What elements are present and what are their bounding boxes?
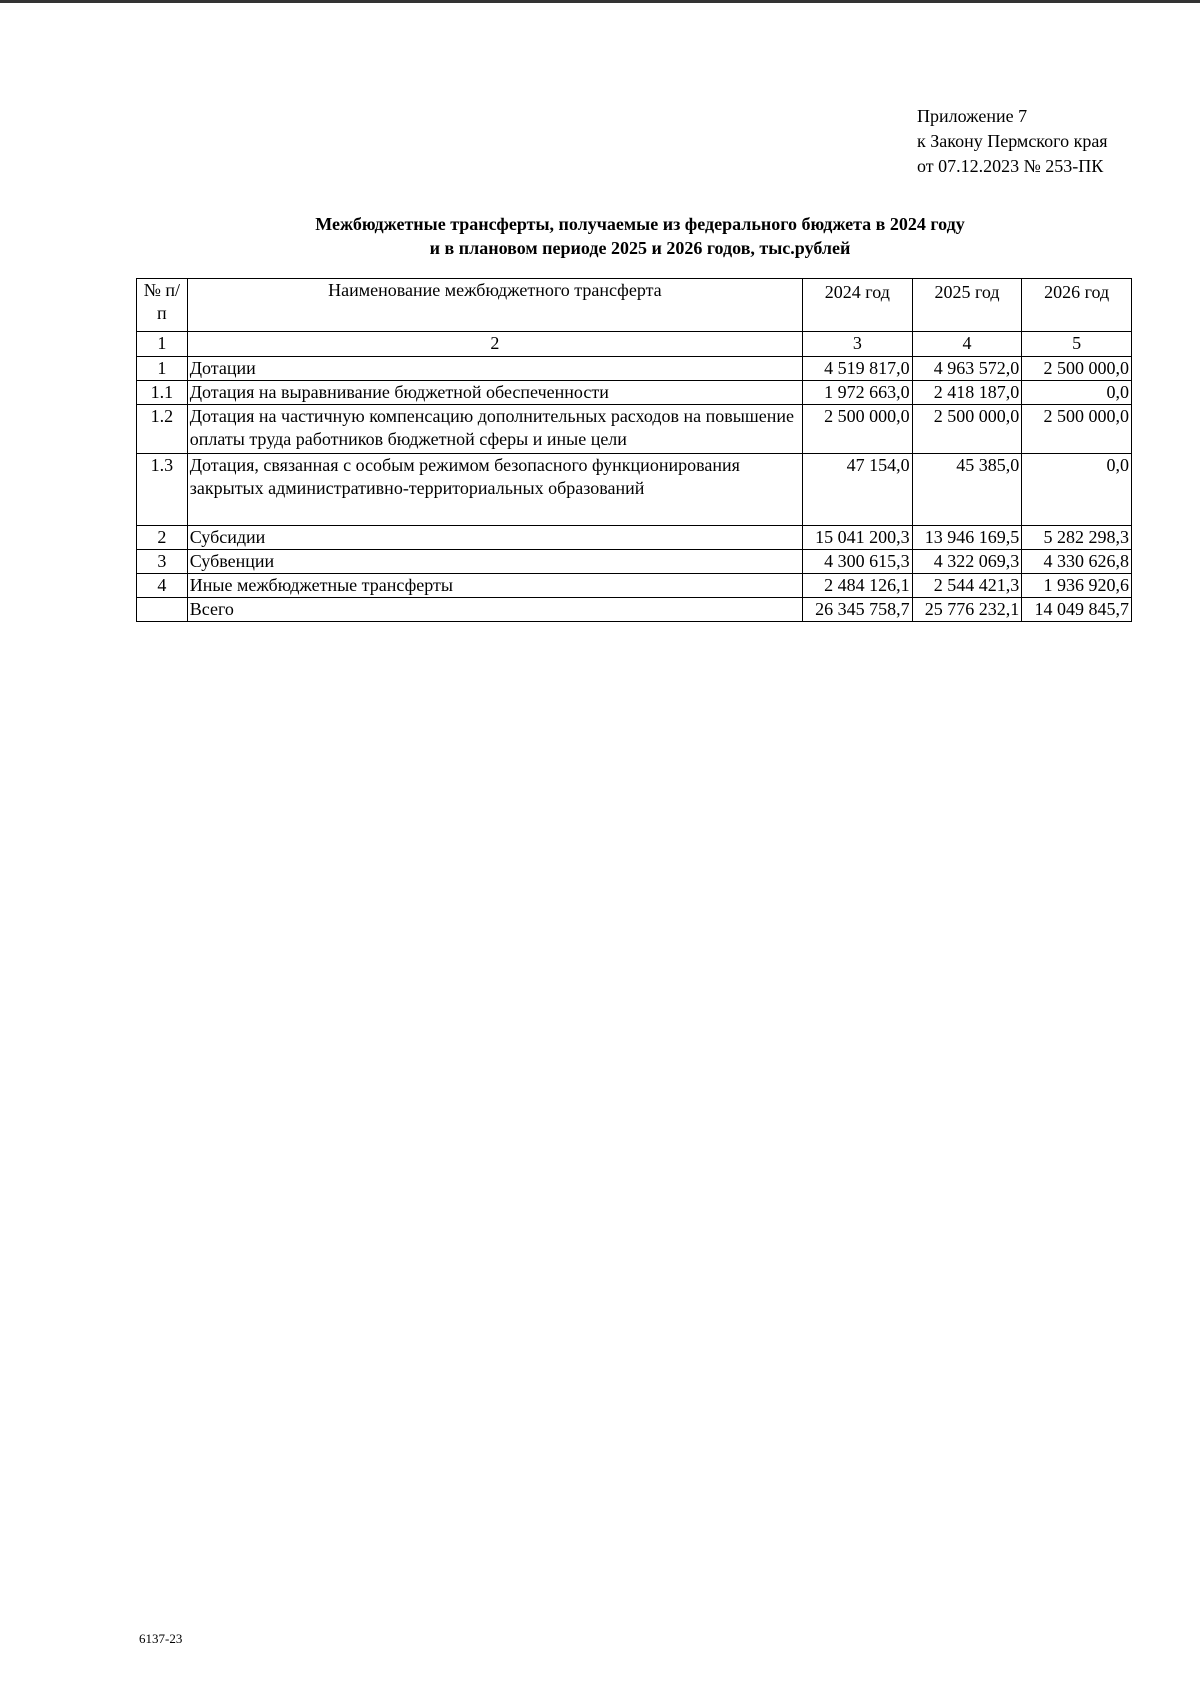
appendix-line-3: от 07.12.2023 № 253-ПК (917, 156, 1104, 176)
document-title (140, 212, 1140, 260)
table-row (137, 454, 1132, 526)
total-value-2024: 26 345 758,7 (803, 598, 913, 622)
column-index-row (137, 332, 1132, 357)
row-name: Субсидии (187, 526, 802, 550)
row-name: Дотации (187, 357, 802, 381)
total-value-2026: 14 049 845,7 (1022, 598, 1132, 622)
row-name: Дотация на частичную компенсацию дополнительных расходов на повышение оплаты труда работников бюджетной сферы и иные цели (187, 405, 802, 454)
table-row (137, 526, 1132, 550)
row-value-2026: 0,0 (1022, 454, 1132, 526)
row-value-2026: 2 500 000,0 (1022, 357, 1132, 381)
row-num: 1.3 (137, 454, 188, 526)
title-line-1: Межбюджетные трансферты, получаемые из федерального бюджета в 2024 году (315, 214, 965, 234)
header-name: Наименование межбюджетного трансферта (187, 279, 802, 332)
row-name: Дотация на выравнивание бюджетной обеспеченности (187, 381, 802, 405)
row-value-2025: 45 385,0 (912, 454, 1022, 526)
title-line-2: и в плановом периоде 2025 и 2026 годов, тыс.рублей (429, 238, 851, 258)
table-row (137, 405, 1132, 454)
row-value-2024: 4 519 817,0 (803, 357, 913, 381)
row-value-2026: 4 330 626,8 (1022, 550, 1132, 574)
row-name: Всего (187, 598, 802, 622)
row-value-2024: 2 500 000,0 (803, 405, 913, 454)
row-num (137, 598, 188, 622)
table-row (137, 550, 1132, 574)
table-header-row (137, 279, 1132, 332)
table-total-row (137, 598, 1132, 622)
row-value-2026: 2 500 000,0 (1022, 405, 1132, 454)
header-2026: 2026 год (1022, 279, 1132, 332)
row-name: Дотация, связанная с особым режимом безопасного функционирования закрытых административно-территориальных образований (187, 454, 802, 526)
row-num: 1.2 (137, 405, 188, 454)
transfers-table (136, 278, 1132, 622)
row-value-2026: 5 282 298,3 (1022, 526, 1132, 550)
row-name: Иные межбюджетные трансферты (187, 574, 802, 598)
row-value-2025: 13 946 169,5 (912, 526, 1022, 550)
row-value-2025: 4 322 069,3 (912, 550, 1022, 574)
column-index: 2 (187, 332, 802, 357)
row-value-2025: 2 418 187,0 (912, 381, 1022, 405)
table-row (137, 574, 1132, 598)
row-value-2025: 2 544 421,3 (912, 574, 1022, 598)
table-row (137, 381, 1132, 405)
row-value-2025: 2 500 000,0 (912, 405, 1022, 454)
row-num: 2 (137, 526, 188, 550)
row-num: 3 (137, 550, 188, 574)
row-value-2026: 0,0 (1022, 381, 1132, 405)
row-value-2024: 15 041 200,3 (803, 526, 913, 550)
column-index: 1 (137, 332, 188, 357)
row-name: Субвенции (187, 550, 802, 574)
column-index: 3 (803, 332, 913, 357)
column-index: 5 (1022, 332, 1132, 357)
header-2024: 2024 год (803, 279, 913, 332)
row-num: 1 (137, 357, 188, 381)
page-top-edge (0, 0, 1200, 3)
row-value-2025: 4 963 572,0 (912, 357, 1022, 381)
header-2025: 2025 год (912, 279, 1022, 332)
document-code: 6137-23 (139, 1631, 183, 1646)
row-value-2024: 4 300 615,3 (803, 550, 913, 574)
appendix-line-1: Приложение 7 (917, 106, 1028, 126)
row-value-2024: 1 972 663,0 (803, 381, 913, 405)
row-num: 1.1 (137, 381, 188, 405)
column-index: 4 (912, 332, 1022, 357)
appendix-line-2: к Закону Пермского края (917, 131, 1108, 151)
table-row (137, 357, 1132, 381)
row-num: 4 (137, 574, 188, 598)
row-value-2024: 2 484 126,1 (803, 574, 913, 598)
header-num: № п/п (137, 279, 188, 332)
appendix-note (917, 104, 1108, 179)
total-value-2025: 25 776 232,1 (912, 598, 1022, 622)
row-value-2024: 47 154,0 (803, 454, 913, 526)
row-value-2026: 1 936 920,6 (1022, 574, 1132, 598)
